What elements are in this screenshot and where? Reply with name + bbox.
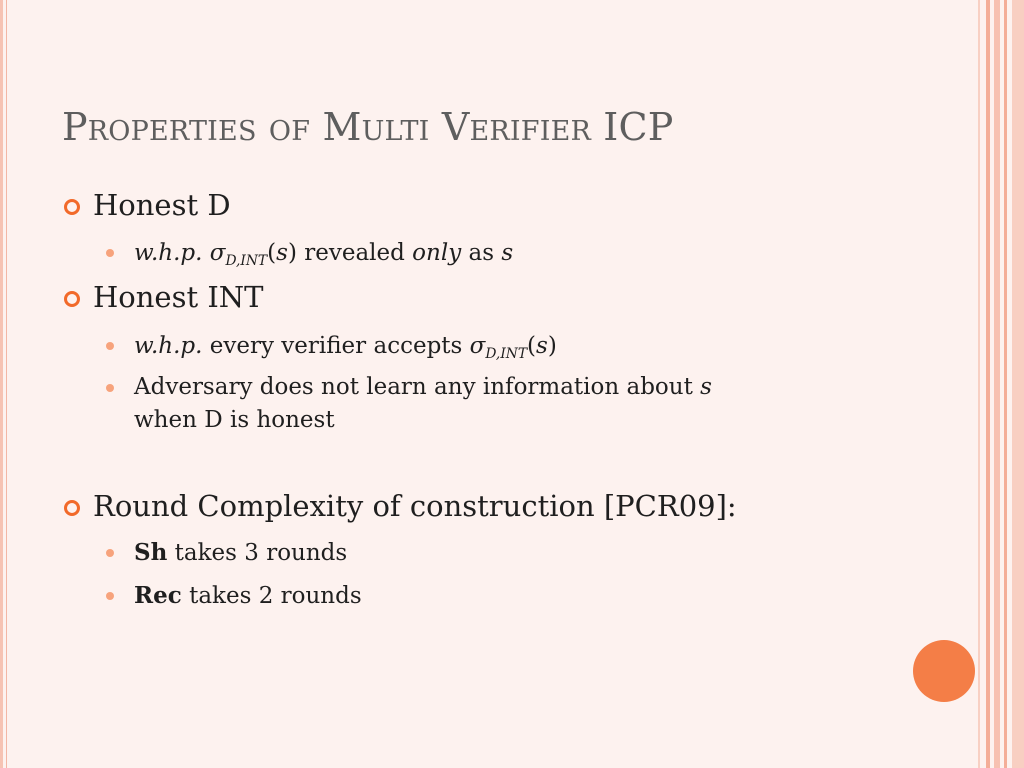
sh-text: takes 3 rounds — [167, 540, 348, 566]
right-decorative-stripe-3 — [994, 0, 1000, 768]
sub-bullet-dot-icon — [106, 549, 114, 557]
round-item-rec — [134, 579, 362, 614]
rec-label: Rec — [134, 582, 182, 609]
sh-label: Sh — [134, 539, 168, 566]
bullet-honest-int: Honest INT — [93, 280, 264, 314]
sigma-symbol: σ — [469, 333, 486, 359]
bullet-circle-icon — [64, 500, 80, 516]
sub-bullet-dot-icon — [106, 249, 114, 257]
revealed-text: revealed — [296, 240, 413, 266]
paren-close: ) — [547, 333, 557, 359]
sub-bullet-dot-icon — [106, 342, 114, 350]
whp-text: w.h.p. — [134, 240, 203, 266]
sub-bullet-dot-icon — [106, 384, 114, 392]
bullet-circle-icon — [64, 199, 80, 215]
sigma-subscript: D,INT — [225, 252, 268, 269]
when-honest-text: when D is honest — [134, 406, 335, 433]
bullet-round-complexity: Round Complexity of construction [PCR09]: — [93, 489, 737, 523]
sigma-subscript: D,INT — [485, 345, 528, 362]
right-decorative-stripe-4 — [1004, 0, 1007, 768]
paren-close: ) — [287, 240, 297, 266]
left-decorative-stripe — [0, 0, 3, 768]
only-text: only — [412, 240, 462, 266]
honest-int-item-2 — [134, 370, 712, 437]
adversary-text: Adversary does not learn any information about — [134, 374, 701, 400]
rec-text: takes 2 rounds — [181, 583, 362, 609]
paren-open: ( — [527, 333, 537, 359]
right-decorative-stripe-1 — [978, 0, 980, 768]
arg-s: s — [276, 240, 288, 266]
s-text: s — [501, 240, 514, 266]
s-text: s — [700, 374, 712, 400]
honest-int-item-1 — [134, 329, 557, 365]
every-verifier-text: every verifier accepts — [202, 333, 470, 359]
round-item-sh — [134, 536, 347, 571]
right-decorative-stripe-2 — [986, 0, 990, 768]
sigma-symbol: σ — [209, 240, 226, 266]
as-text: as — [461, 240, 502, 266]
arg-s: s — [536, 333, 548, 359]
right-decorative-stripe-5 — [1012, 0, 1024, 768]
bullet-honest-d: Honest D — [93, 188, 231, 222]
sub-bullet-dot-icon — [106, 592, 114, 600]
left-decorative-stripe-thin — [6, 0, 7, 768]
honest-d-item-1 — [134, 236, 513, 272]
whp-text: w.h.p. — [134, 333, 203, 359]
slide-title: Properties of Multi Verifier ICP — [62, 105, 674, 149]
paren-open: ( — [267, 240, 277, 266]
bullet-circle-icon — [64, 291, 80, 307]
decorative-circle-icon — [913, 640, 975, 702]
